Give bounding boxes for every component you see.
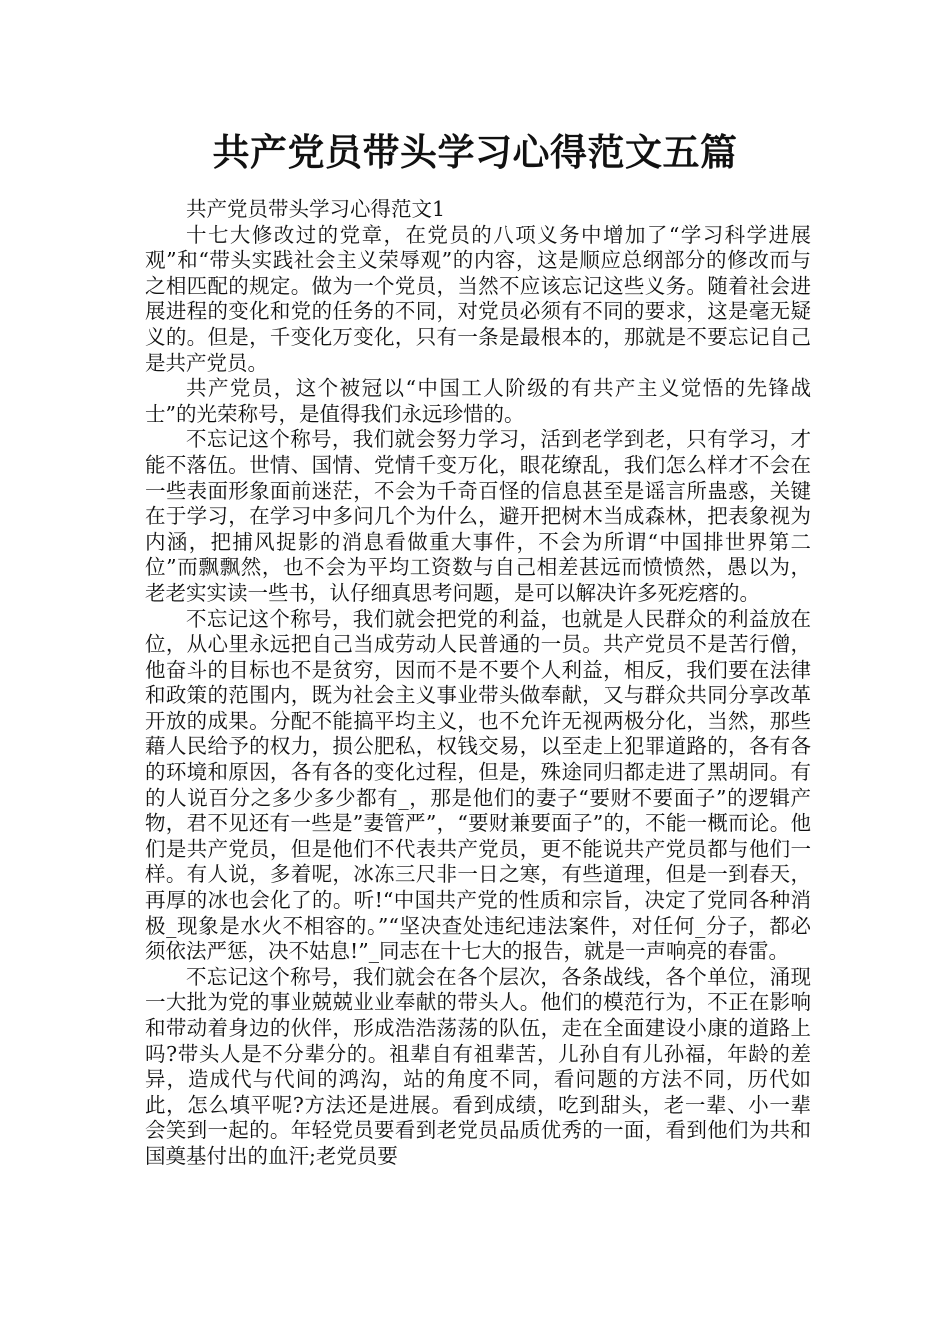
body-paragraph: 共产党员，这个被冠以“中国工人阶级的有共产主义觉悟的先锋战士”的光荣称号，是值得我们永远珍惜的。 [145,376,811,426]
body-paragraph: 不忘记这个称号，我们就会努力学习，活到老学到老，只有学习，才能不落伍。世情、国情、党情千变万化，眼花缭乱，我们怎么样才不会在一些表面形象面前迷茫，不会为千奇百怪的信息甚至是谣言所蛊惑，关键在于学习，在学习中多问几个为什么，避开把树木当成森林，把表象视为内涵，把捕风捉影的消息看做重大事件，不会为所谓“中国排世界第二位”而飘飘然，也不会为平均工资数与自己相差甚远而愤愤然，愚以为，老老实实读一些书，认仔细真思考问题，是可以解决许多死疙瘩的。 [145,427,811,605]
section-heading: 共产党员带头学习心得范文1 [186,197,446,221]
body-paragraph: 不忘记这个称号，我们就会在各个层次，各条战线，各个单位，涌现一大批为党的事业兢兢业业奉献的带头人。他们的模范行为，不正在影响和带动着身边的伙伴，形成浩浩荡荡的队伍，走在全面建设小康的道路上吗?带头人是不分辈分的。祖辈自有祖辈苦，儿孙自有儿孙福，年龄的差异，造成代与代间的鸿沟，站的角度不同，看问题的方法不同，历代如此，怎么填平呢?方法还是进展。看到成绩，吃到甜头，老一辈、小一辈会笑到一起的。年轻党员要看到老党员品质优秀的一面，看到他们为共和国奠基付出的血汗;老党员要 [145,964,811,1168]
body-paragraph: 十七大修改过的党章，在党员的八项义务中增加了“学习科学进展观”和“带头实践社会主义荣辱观”的内容，这是顺应总纲部分的修改而与之相匹配的规定。做为一个党员，当然不应该忘记这些义务。随着社会进展进程的变化和党的任务的不同，对党员必须有不同的要求，这是毫无疑义的。但是，千变化万变化，只有一条是最根本的，那就是不要忘记自己是共产党员。 [145,222,811,375]
document-title: 共产党员带头学习心得范文五篇 [212,131,738,174]
body-paragraph: 不忘记这个称号，我们就会把党的利益，也就是人民群众的利益放在位，从心里永远把自己当成劳动人民普通的一员。共产党员不是苦行僧，他奋斗的目标也不是贫穷，因而不是不要个人利益，相反，我们要在法律和政策的范围内，既为社会主义事业带头做奉献，又与群众共同分享改革开放的成果。分配不能搞平均主义，也不允许无视两极分化，当然，那些藉人民给予的权力，损公肥私，权钱交易，以至走上犯罪道路的，各有各的环境和原因，各有各的变化过程，但是，殊途同归都走进了黑胡同。有的人说百分之多少多少都有_，那是他们的妻子“要财不要面子”的逻辑产物，君不见还有一些是”妻管严”，“要财兼要面子”的，不能一概而论。他们是共产党员，但是他们不代表共产党员，更不能说共产党员都与他们一样。有人说，多着呢，冰冻三尺非一日之寒，有些道理，但是一到春天，再厚的冰也会化了的。听!“中国共产党的性质和宗旨，决定了党同各种消极_现象是水火不相容的。”“坚决查处违纪违法案件，对任何_分子，都必须依法严惩，决不姑息!”_同志在十七大的报告，就是一声响亮的春雷。 [145,606,811,964]
document-body [145,197,811,1170]
